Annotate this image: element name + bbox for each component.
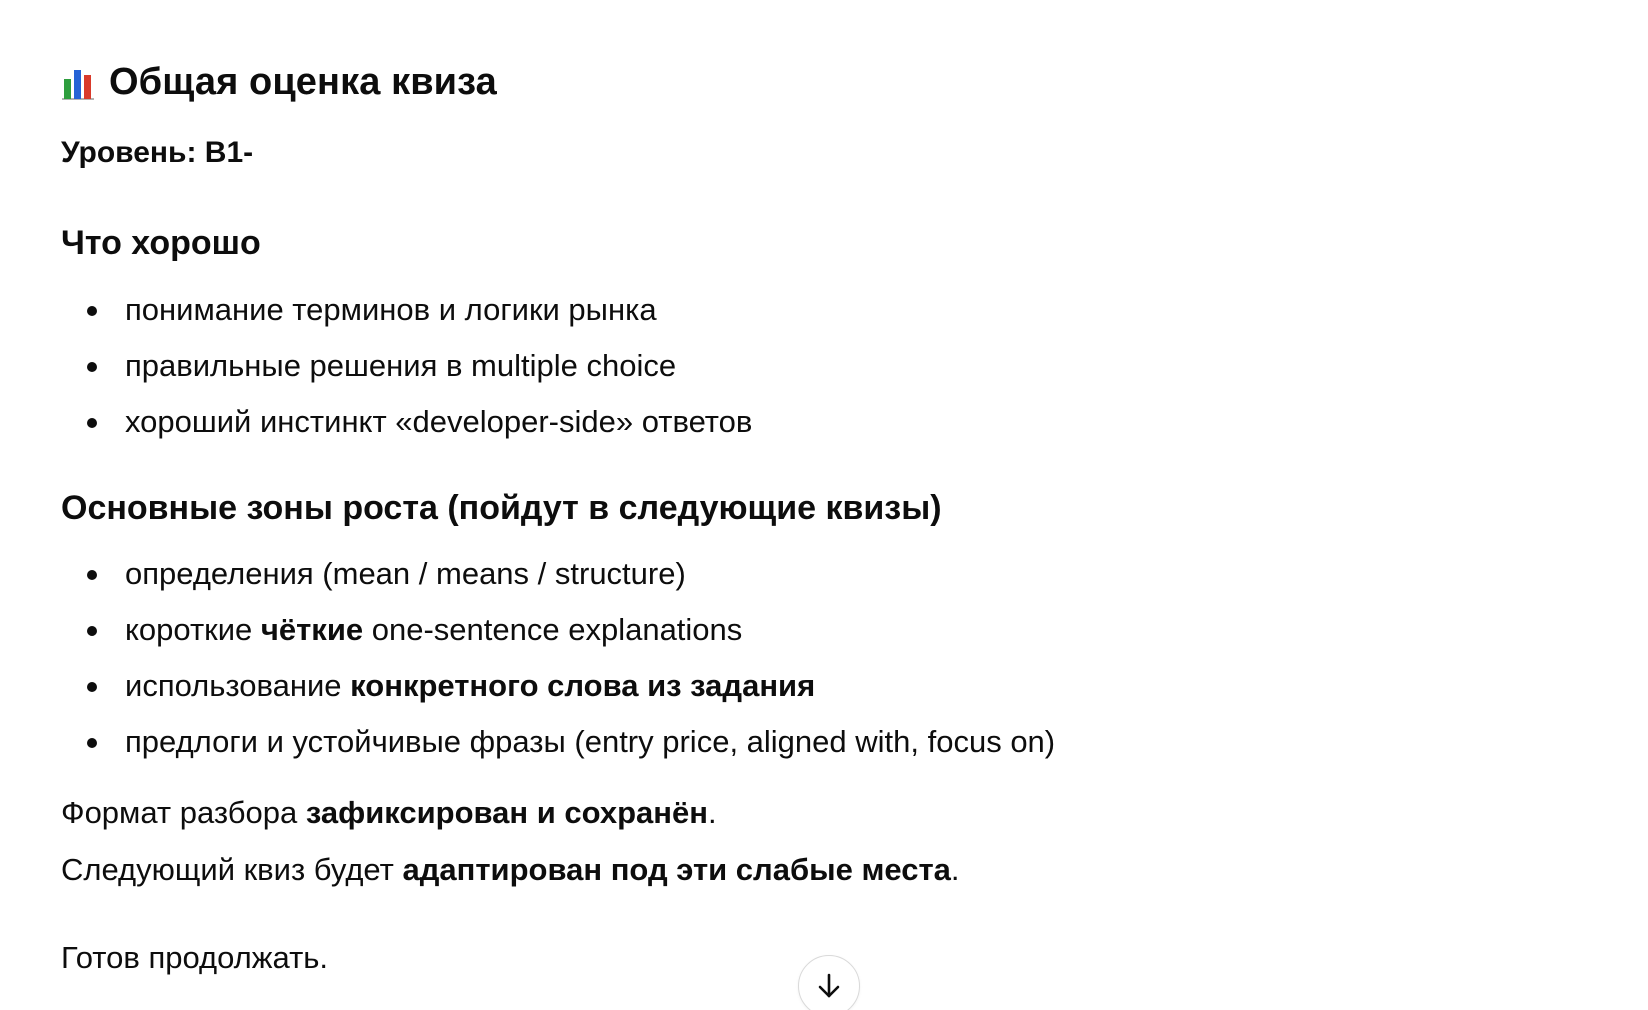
level-label: Уровень: B1- bbox=[61, 136, 254, 169]
summary-ready-line: Готов продолжать. bbox=[61, 940, 329, 975]
list-item: короткие чёткие one-sentence explanations bbox=[61, 602, 1055, 658]
list-item: понимание терминов и логики рынка bbox=[61, 282, 752, 338]
bar-chart-emoji-icon bbox=[61, 63, 95, 101]
scroll-to-bottom-button[interactable] bbox=[798, 955, 860, 1010]
arrow-down-icon bbox=[814, 971, 844, 1001]
strengths-heading: Что хорошо bbox=[61, 224, 261, 262]
bullet-dot bbox=[87, 682, 97, 692]
growth-list bbox=[61, 546, 1055, 770]
growth-heading: Основные зоны роста (пойдут в следующие квизы) bbox=[61, 489, 942, 527]
list-item: хороший инстинкт «developer-side» ответов bbox=[61, 394, 752, 450]
message-title: Общая оценка квиза bbox=[109, 60, 497, 103]
list-item: предлоги и устойчивые фразы (entry price, aligned with, focus on) bbox=[61, 714, 1055, 770]
bullet-dot bbox=[87, 418, 97, 428]
summary-next-quiz-line: Следующий квиз будет адаптирован под эти слабые места. bbox=[61, 852, 960, 887]
bullet-dot bbox=[87, 362, 97, 372]
list-item: правильные решения в multiple choice bbox=[61, 338, 752, 394]
bullet-dot bbox=[87, 626, 97, 636]
bullet-dot bbox=[87, 570, 97, 580]
bullet-dot bbox=[87, 738, 97, 748]
list-item: определения (mean / means / structure) bbox=[61, 546, 1055, 602]
bullet-dot bbox=[87, 306, 97, 316]
summary-format-line: Формат разбора зафиксирован и сохранён. bbox=[61, 795, 717, 830]
message-title-row bbox=[61, 58, 497, 106]
list-item: использование конкретного слова из задания bbox=[61, 658, 1055, 714]
strengths-list bbox=[61, 282, 752, 450]
